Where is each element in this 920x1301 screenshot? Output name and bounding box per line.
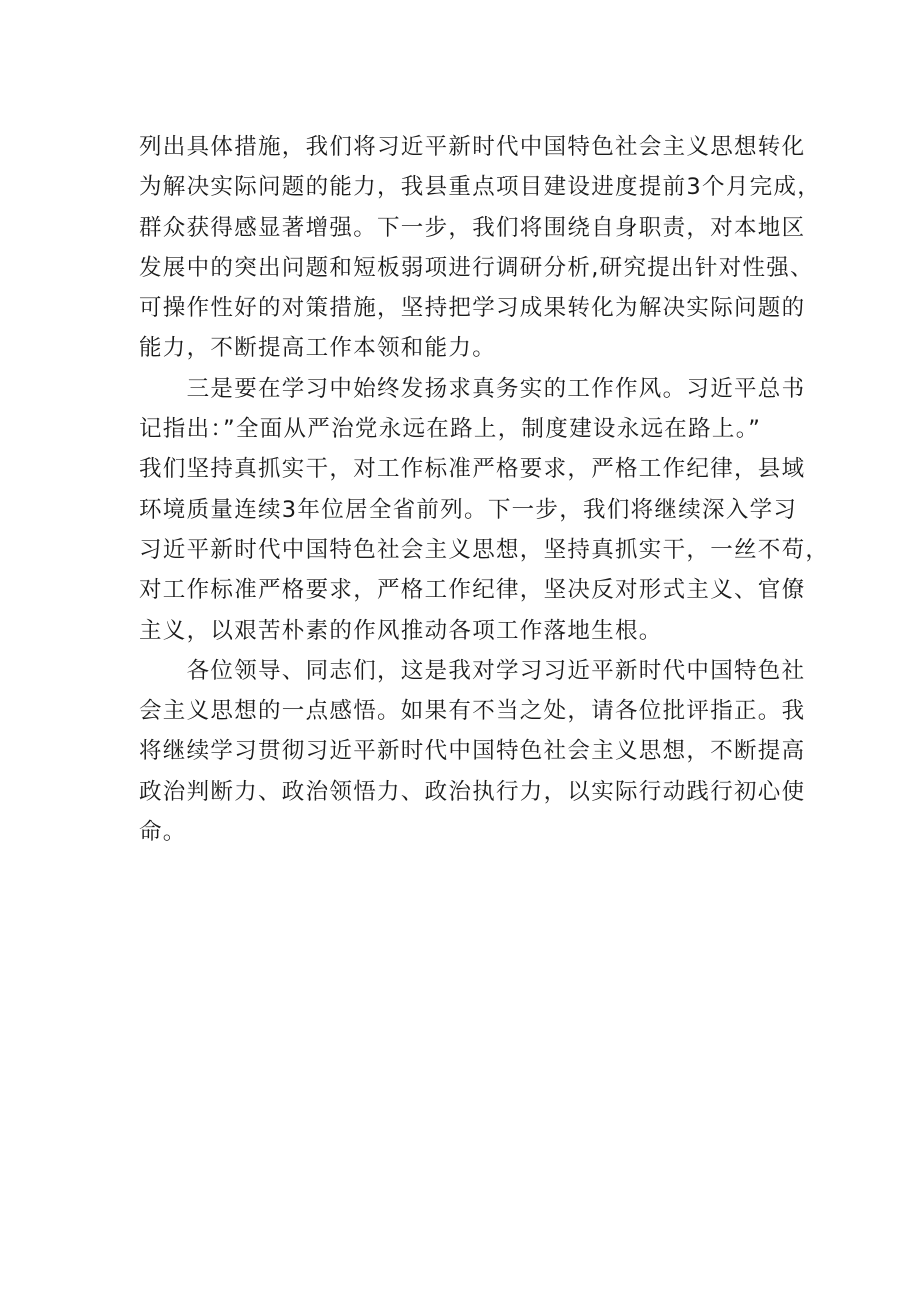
text-line: 各位领导、同志们，这是我对学习习近平新时代中国特色社	[139, 657, 806, 684]
text-line: 将继续学习贯彻习近平新时代中国特色社会主义思想，不断提高	[139, 738, 806, 765]
text-line: 可操作性好的对策措施，坚持把学习成果转化为解决实际问题的	[139, 295, 806, 322]
document-body	[139, 127, 830, 852]
text-line: 列出具体措施，我们将习近平新时代中国特色社会主义思想转化	[139, 134, 806, 160]
text-line: 能力，不断提高工作本领和能力。	[139, 335, 497, 362]
text-line: 群众获得感显著增强。下一步，我们将围绕自身职责，对本地区	[139, 214, 806, 241]
text-line: 命。	[139, 819, 187, 846]
text-line: 政治判断力、政治领悟力、政治执行力，以实际行动践行初心使	[139, 778, 806, 805]
text-line: 发展中的突出问题和短板弱项进行调研分析,研究提出针对性强、	[139, 254, 814, 281]
text-line: 我们坚持真抓实干，对工作标准严格要求，严格工作纪律，县域	[139, 456, 806, 483]
text-line: 对工作标准严格要求，严格工作纪律，坚决反对形式主义、官僚	[139, 577, 806, 604]
text-line: 三是要在学习中始终发扬求真务实的工作作风。习近平总书	[139, 375, 806, 402]
text-line: 主义，以艰苦朴素的作风推动各项工作落地生根。	[139, 617, 663, 644]
text-line: 记指出：”全面从严治党永远在路上，制度建设永远在路上。”	[139, 416, 762, 443]
text-line: 环境质量连续3年位居全省前列。下一步，我们将继续深入学习	[139, 496, 798, 523]
text-line: 为解决实际问题的能力，我县重点项目建设进度提前3个月完成，	[139, 174, 822, 201]
text-line: 会主义思想的一点感悟。如果有不当之处，请各位批评指正。我	[139, 698, 806, 725]
text-line: 习近平新时代中国特色社会主义思想，坚持真抓实干，一丝不苟，	[139, 536, 830, 563]
